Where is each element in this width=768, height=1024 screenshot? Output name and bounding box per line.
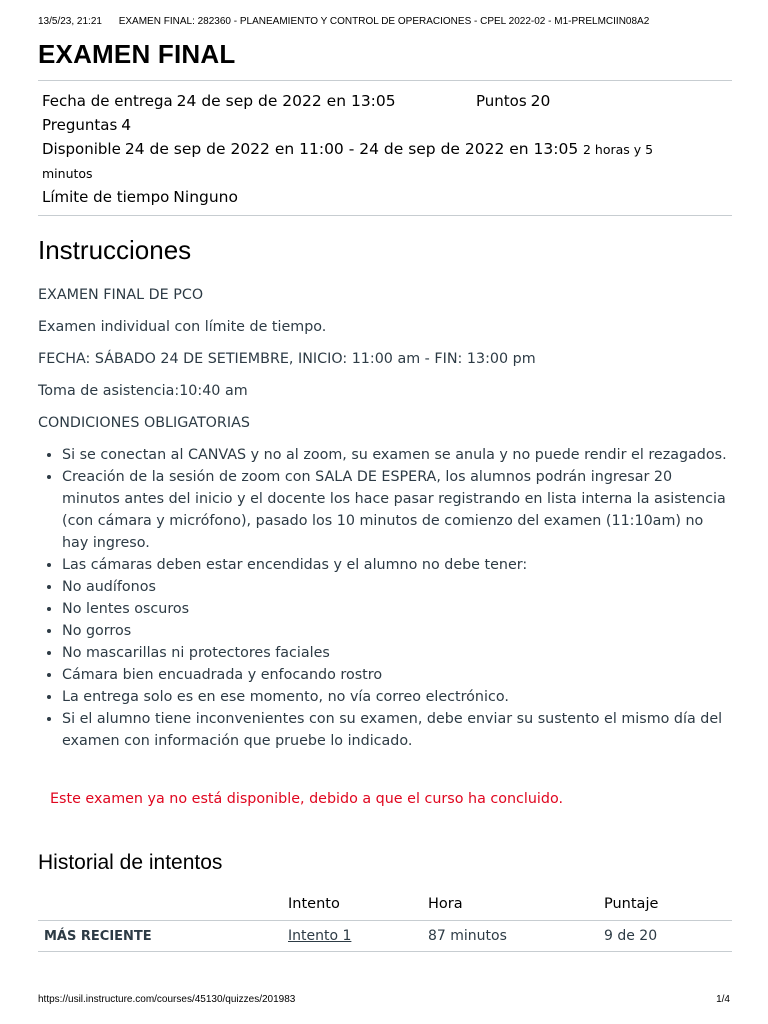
instructions-paragraph: EXAMEN FINAL DE PCO [38,287,204,303]
due-row [42,89,732,113]
condition-item: • Creación de la sesión de zoom con SALA DE ESPERA, los alumnos podrán ingresar 20 minutos antes del inicio y el docente los hace pasar registrando en lista interna la asistencia (con cámara y micrófono), pasado los 10 minutos de comienzo del examen (11:10am) no hay ingreso. [62,466,732,554]
questions-label: Preguntas [42,116,118,134]
due-value: 24 de sep de 2022 en 13:05 [176,92,396,110]
print-document-title: EXAMEN FINAL: 282360 - PLANEAMIENTO Y CONTROL DE OPERACIONES - CPEL 2022-02 - M1-PRELMCIIN08A2 [118,16,650,27]
available-duration-row [42,161,732,185]
conditions-list [38,444,732,752]
condition-item: • No audífonos [62,576,732,598]
due-label: Fecha de entrega [42,92,173,110]
column-header-attempt: Intento [288,892,428,921]
available-duration: 2 horas y 5 [582,142,654,157]
attempt-link[interactable]: Intento 1 [288,928,352,944]
time-limit-label: Límite de tiempo [42,188,170,206]
condition-item: • No lentes oscuros [62,598,732,620]
time-limit-value: Ninguno [173,188,238,206]
table-row [38,921,732,952]
attempt-history-heading: Historial de intentos [38,851,223,874]
quiz-details [38,81,732,209]
points-group [476,89,550,113]
page-number: 1/4 [716,994,730,1005]
instructions-paragraph: Examen individual con límite de tiempo. [38,319,327,335]
condition-item: • No mascarillas ni protectores faciales [62,642,732,664]
print-footer [0,994,768,1008]
available-duration-unit: minutos [42,166,93,181]
print-date: 13/5/23, 21:21 [38,16,102,27]
questions-row [42,113,732,137]
instructions-heading: Instrucciones [38,235,192,265]
time-limit-row [42,185,732,209]
column-header [38,892,288,921]
quiz-content [38,36,732,952]
condition-item: • No gorros [62,620,732,642]
print-header [0,16,768,30]
unavailable-notice: Este examen ya no está disponible, debido a que el curso ha concluido. [50,791,564,807]
instructions-paragraph: Toma de asistencia:10:40 am [38,383,248,399]
attempt-history-table [38,892,732,952]
available-row [42,137,732,161]
attempt-score: 9 de 20 [604,921,732,952]
column-header-time: Hora [428,892,604,921]
condition-item: • Las cámaras deben estar encendidas y el alumno no debe tener: [62,554,732,576]
instructions-paragraph: FECHA: SÁBADO 24 DE SETIEMBRE, INICIO: 11:00 am - FIN: 13:00 pm [38,351,536,367]
instructions-paragraph: CONDICIONES OBLIGATORIAS [38,415,250,431]
print-url: https://usil.instructure.com/courses/45130/quizzes/201983 [38,994,296,1005]
condition-item: • Si se conectan al CANVAS y no al zoom, su examen se anula y no puede rendir el rezagados. [62,444,732,466]
most-recent-label: MÁS RECIENTE [44,929,152,944]
condition-item: • Cámara bien encuadrada y enfocando rostro [62,664,732,686]
available-label: Disponible [42,140,121,158]
condition-item: • Si el alumno tiene inconvenientes con su examen, debe enviar su sustento el mismo día del examen con información que pruebe lo indicado. [62,708,732,752]
condition-item: • La entrega solo es en ese momento, no vía correo electrónico. [62,686,732,708]
points-label: Puntos [476,92,527,110]
divider [38,215,732,216]
attempt-time: 87 minutos [428,921,604,952]
page-title: EXAMEN FINAL [38,39,236,69]
table-header-row [38,892,732,921]
column-header-score: Puntaje [604,892,732,921]
questions-value: 4 [121,116,132,134]
points-value: 20 [530,92,551,110]
available-value: 24 de sep de 2022 en 11:00 - 24 de sep de 2022 en 13:05 [124,140,579,158]
